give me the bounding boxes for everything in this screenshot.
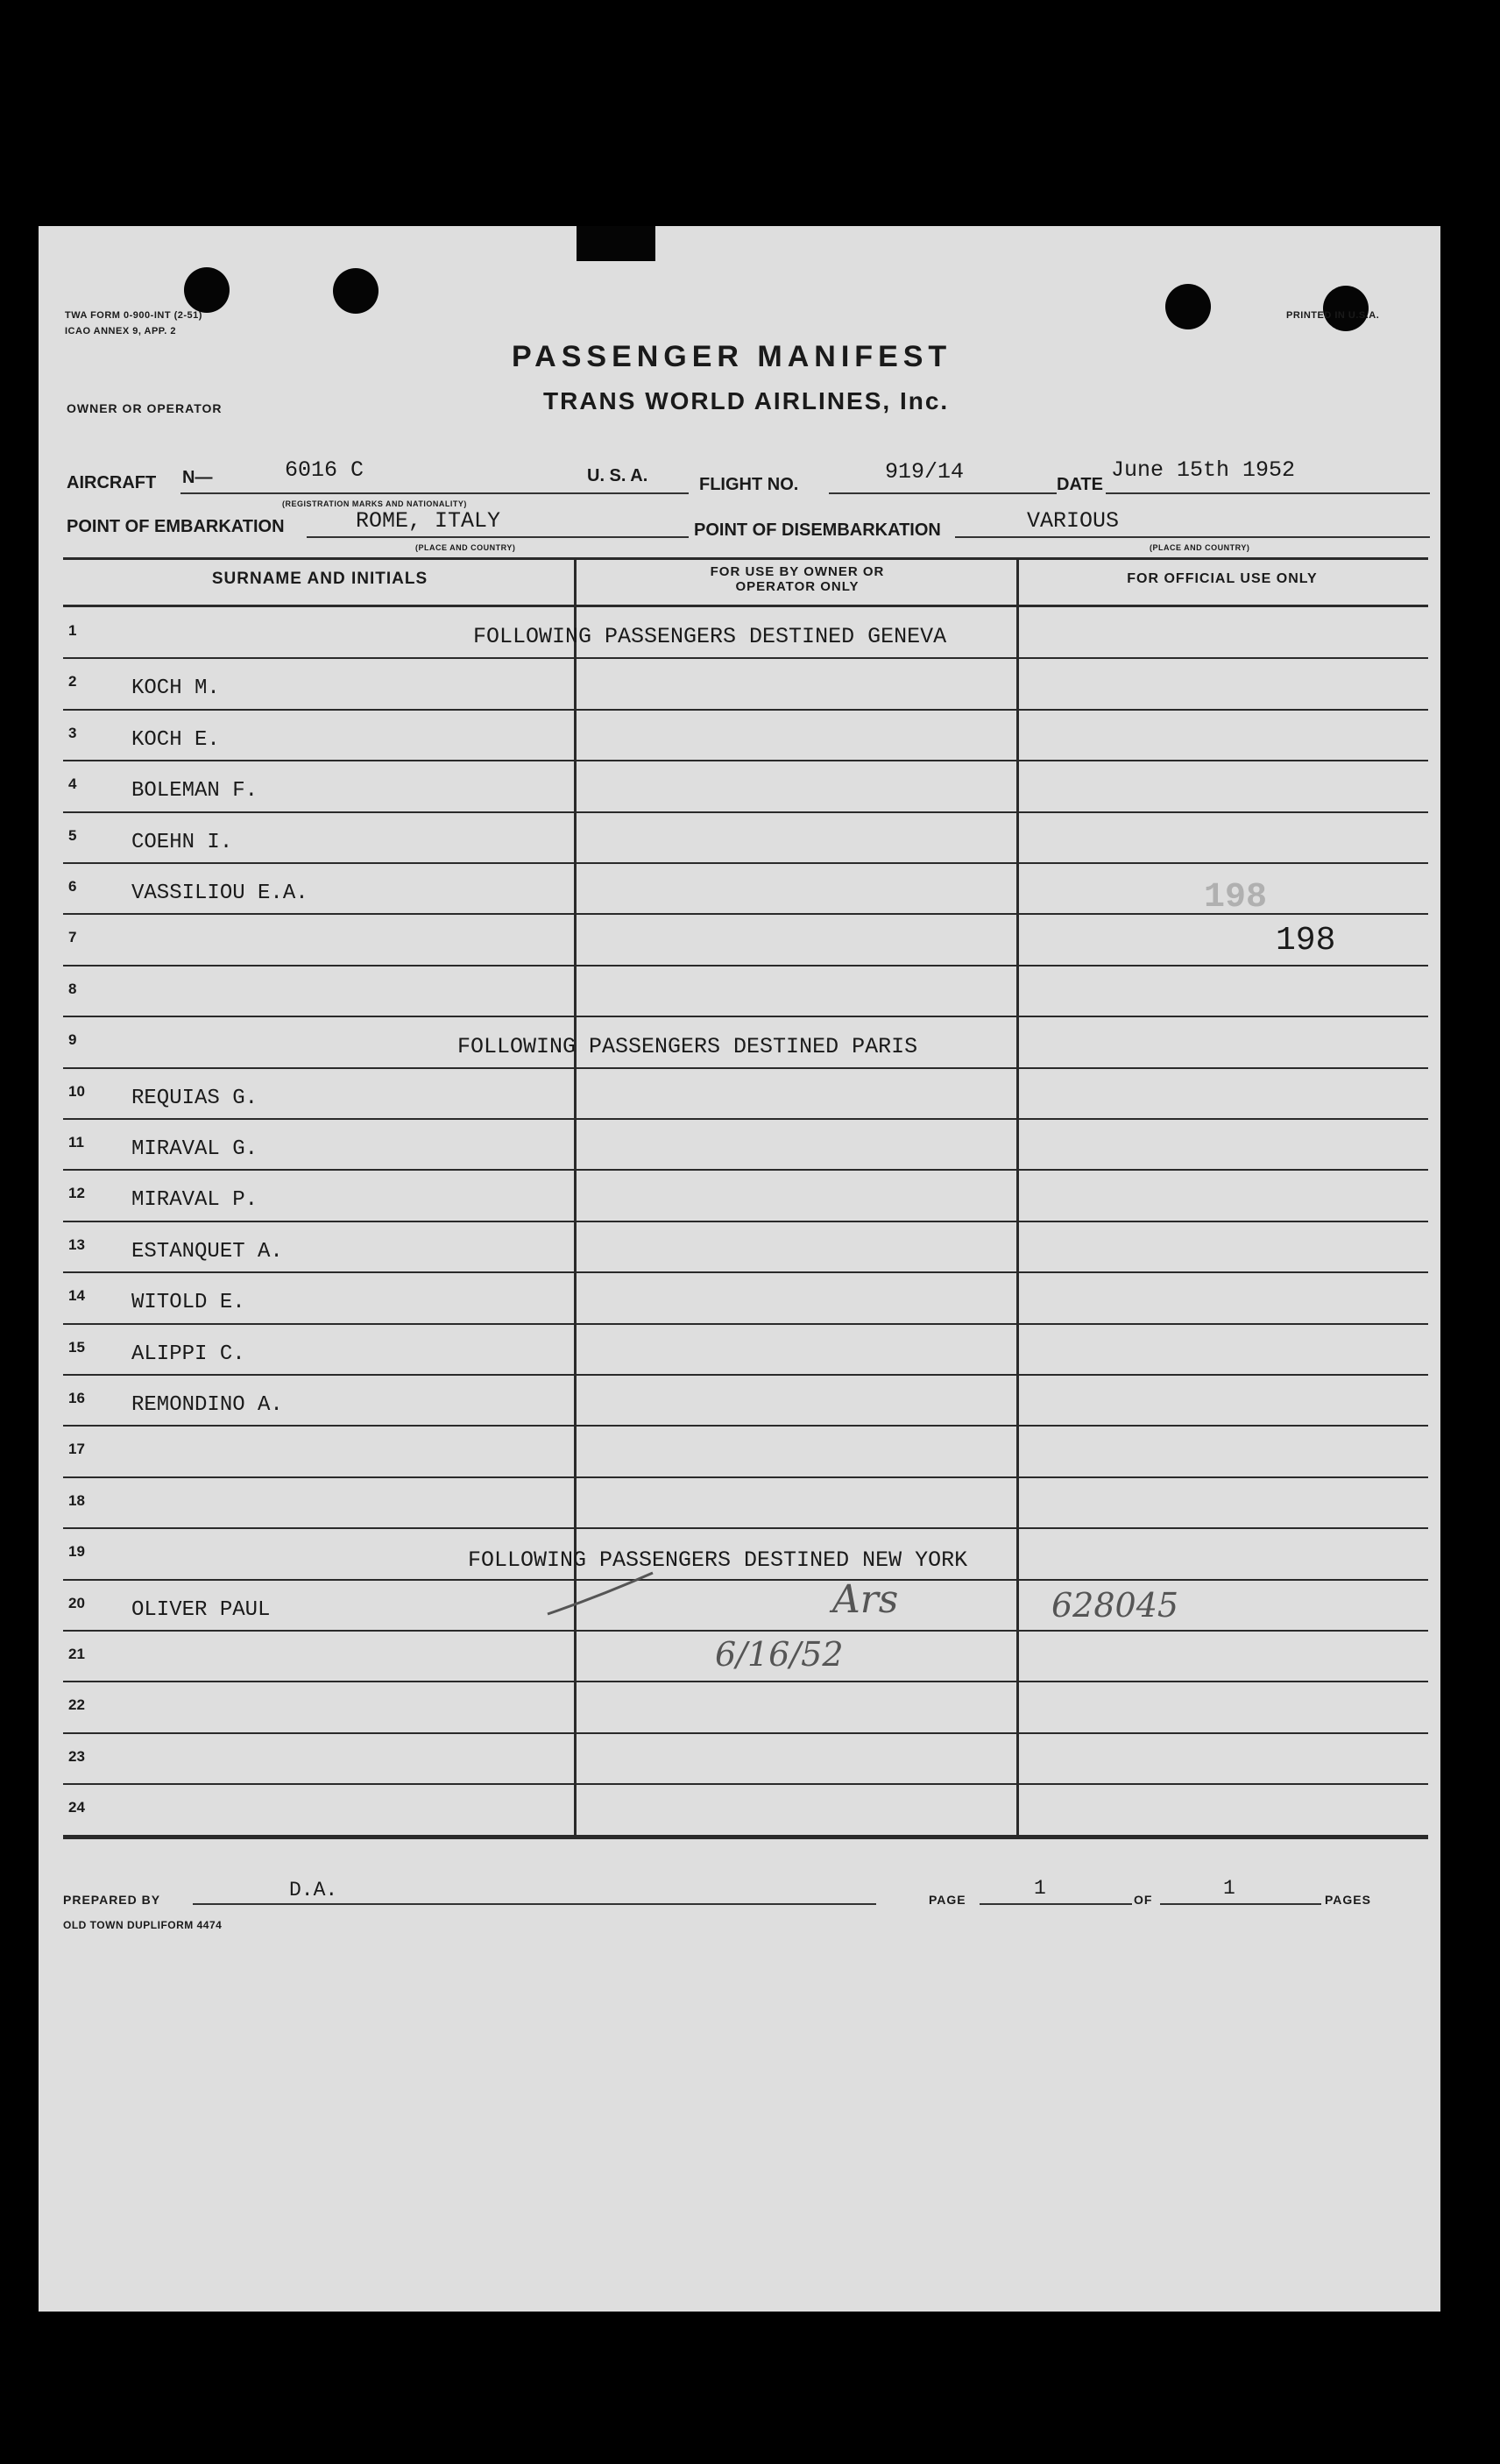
row-divider [63,1681,1428,1682]
handwritten-date: 6/16/52 [715,1635,844,1674]
passenger-name: MIRAVAL G. [131,1137,258,1161]
row-divider [63,1630,1428,1632]
disembark-label: POINT OF DISEMBARKATION [694,520,941,540]
disembark-place-caption: (PLACE AND COUNTRY) [1150,543,1250,552]
passenger-name: ESTANQUET A. [131,1239,283,1264]
punch-hole [184,267,230,313]
column-owner-use: FOR USE BY OWNER OR OPERATOR ONLY [710,564,885,594]
aircraft-underline [180,492,689,494]
row-divider [63,709,1428,711]
form-id: TWA FORM 0-900-INT (2-51) [65,310,202,321]
prepared-value: D.A. [289,1879,338,1901]
row-divider [63,1067,1428,1069]
row-divider [63,1783,1428,1785]
row-number: 13 [68,1236,85,1253]
embark-value: ROME, ITALY [356,508,501,534]
row-number: 19 [68,1543,85,1561]
page-value: 1 [1034,1877,1046,1900]
pages-label: PAGES [1325,1893,1371,1907]
nationality: U. S. A. [587,466,648,485]
passenger-name: COEHN I. [131,830,233,854]
passenger-name: MIRAVAL P. [131,1188,258,1213]
page-label: PAGE [929,1893,966,1907]
row-divider [63,1016,1428,1017]
banner-geneva: FOLLOWING PASSENGERS DESTINED GENEVA [473,624,947,649]
row-divider [63,1732,1428,1734]
punch-hole [1165,284,1211,329]
annex-ref: ICAO ANNEX 9, APP. 2 [65,326,176,336]
row-number: 1 [68,622,77,639]
passenger-name: REMONDINO A. [131,1393,283,1417]
column-divider [574,557,577,1835]
passenger-name: KOCH E. [131,727,220,752]
date-underline [1106,492,1430,494]
row-number: 24 [68,1799,85,1816]
row-divider [63,1527,1428,1529]
prepared-underline [193,1903,876,1905]
row-number: 2 [68,673,77,690]
column-surname: SURNAME AND INITIALS [211,570,428,588]
row-number: 18 [68,1491,85,1509]
page-underline [980,1903,1132,1905]
row-divider [63,1476,1428,1478]
table-bottom-border [63,1835,1428,1839]
row-divider [63,1374,1428,1376]
row-number: 22 [68,1696,85,1714]
row-number: 4 [68,775,77,793]
passenger-name: WITOLD E. [131,1291,245,1315]
flight-underline [829,492,1057,494]
airline-name: TRANS WORLD AIRLINES, Inc. [543,387,950,414]
row-divider [63,811,1428,813]
row-number: 3 [68,724,77,741]
row-divider [63,1579,1428,1581]
handwritten-initials: Ars [832,1577,899,1622]
row-number: 16 [68,1390,85,1406]
date-value: June 15th 1952 [1111,457,1296,483]
passenger-name: ALIPPI C. [131,1342,245,1366]
row-number: 20 [68,1594,85,1611]
of-label: OF [1134,1893,1153,1907]
date-label: DATE [1057,475,1103,494]
aircraft-prefix: N— [182,468,213,487]
page-title: PASSENGER MANIFEST [512,340,952,373]
passenger-name: BOLEMAN F. [131,779,258,804]
printed-note: PRINTED IN U.S.A. [1286,310,1380,321]
of-underline [1160,1903,1321,1905]
row-number: 9 [68,1031,77,1049]
table-top-border [63,557,1428,560]
aircraft-label: AIRCRAFT [67,473,157,492]
passenger-name: VASSILIOU E.A. [131,882,308,905]
banner-paris: FOLLOWING PASSENGERS DESTINED PARIS [457,1034,918,1059]
row-number: 11 [68,1134,84,1151]
column-official-use: FOR OFFICIAL USE ONLY [1127,571,1318,586]
table-header-border [63,605,1428,607]
passenger-name: OLIVER PAUL [131,1597,271,1622]
embark-underline [307,536,689,538]
column-divider [1016,557,1019,1835]
punch-hole [333,268,379,314]
row-number: 8 [68,980,77,997]
stamp-number: 198 [1276,922,1336,959]
embark-label: POINT OF EMBARKATION [67,517,285,536]
banner-new-york: FOLLOWING PASSENGERS DESTINED NEW YORK [468,1547,968,1573]
row-number: 10 [68,1082,85,1100]
flight-label: FLIGHT NO. [699,475,799,494]
row-number: 15 [68,1338,85,1356]
prepared-label: PREPARED BY [63,1893,161,1907]
registration-caption: (REGISTRATION MARKS AND NATIONALITY) [282,499,467,508]
handwritten-stroke [543,1568,657,1621]
row-divider [63,862,1428,864]
row-number: 21 [68,1646,85,1662]
row-number: 12 [68,1185,85,1202]
row-divider [63,657,1428,659]
binder-tab [577,226,655,261]
row-divider [63,1425,1428,1427]
handwritten-number: 628045 [1051,1586,1179,1625]
row-number: 7 [68,929,77,946]
row-divider [63,1169,1428,1171]
row-number: 5 [68,826,77,844]
footer-form: OLD TOWN DUPLIFORM 4474 [63,1919,223,1931]
row-divider [63,1271,1428,1273]
row-number: 14 [68,1287,85,1305]
punch-hole [1323,286,1369,331]
disembark-underline [955,536,1430,538]
row-divider [63,760,1428,761]
row-number: 17 [68,1441,85,1458]
row-divider [63,965,1428,966]
row-number: 6 [68,878,77,895]
row-divider [63,1323,1428,1325]
row-divider [63,1118,1428,1120]
owner-label: OWNER OR OPERATOR [67,401,223,415]
stamp-faint: 198 [1204,878,1268,917]
disembark-value: VARIOUS [1027,508,1120,534]
passenger-name: REQUIAS G. [131,1086,258,1110]
embark-place-caption: (PLACE AND COUNTRY) [415,543,516,552]
row-divider [63,1221,1428,1222]
aircraft-value: 6016 C [285,457,364,483]
passenger-name: KOCH M. [131,676,220,701]
of-value: 1 [1223,1877,1235,1900]
row-number: 23 [68,1747,85,1765]
flight-value: 919/14 [885,459,965,485]
